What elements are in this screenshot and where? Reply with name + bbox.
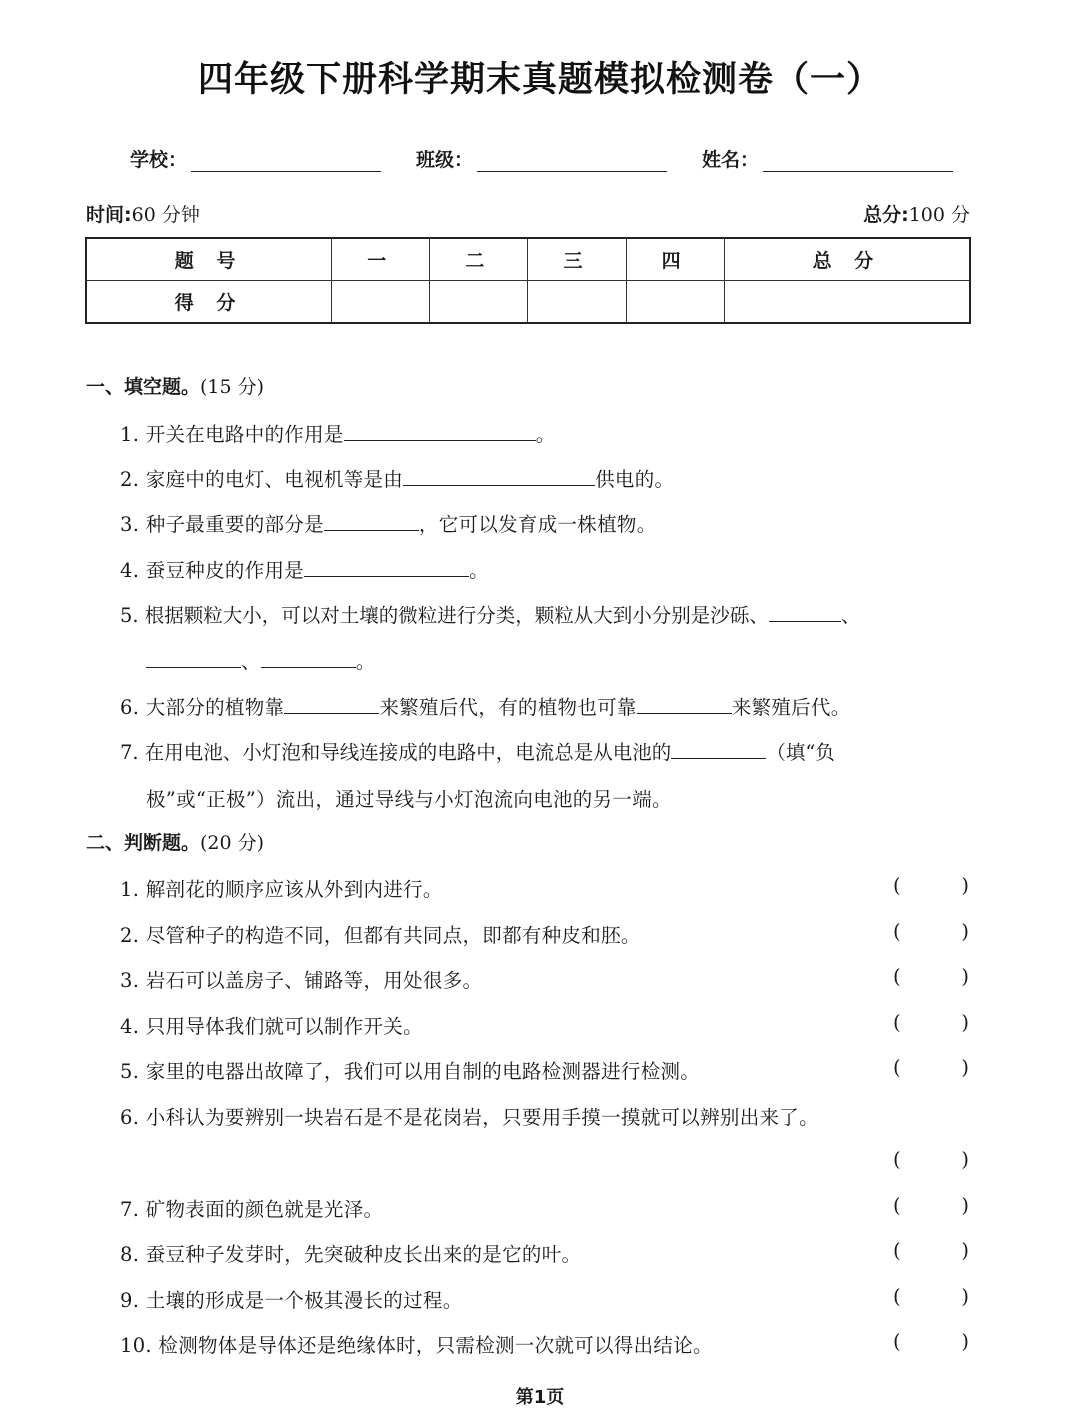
paren-open: (: [893, 1148, 901, 1171]
answer-parentheses[interactable]: [893, 1239, 969, 1262]
student-info-row: [130, 145, 960, 175]
answer-parentheses[interactable]: [893, 1148, 969, 1171]
paren-close: ): [961, 1330, 969, 1353]
answer-parentheses[interactable]: [893, 874, 969, 897]
judge-question-9: 9. 土壤的形成是一个极其漫长的过程。: [120, 1289, 463, 1312]
header-cell: 一: [332, 238, 430, 281]
total-label: 总分:: [863, 204, 909, 226]
class-field: [416, 145, 667, 172]
paren-close: ): [961, 1056, 969, 1079]
fill-question-7: [120, 737, 835, 765]
question-text: 3. 种子最重要的部分是: [120, 513, 324, 536]
paren-close: ): [961, 920, 969, 943]
paren-open: (: [893, 965, 901, 988]
paren-close: ): [961, 965, 969, 988]
fill-question-7-cont: [146, 784, 672, 812]
name-field: [702, 145, 953, 172]
score-cell[interactable]: [724, 281, 970, 324]
fill-question-4: [120, 555, 489, 583]
score-cell[interactable]: [332, 281, 430, 324]
exam-total-score: [863, 200, 970, 227]
paren-open: (: [893, 1011, 901, 1034]
judge-question-1: 1. 解剖花的顺序应该从外到内进行。: [120, 878, 443, 901]
paren-open: (: [893, 1285, 901, 1308]
section2-title: 二、判断题。: [86, 832, 201, 854]
question-text: 2. 家庭中的电灯、电视机等是由: [120, 468, 404, 491]
score-cell[interactable]: [528, 281, 626, 324]
answer-blank[interactable]: [344, 420, 536, 441]
judge-question-5: 5. 家里的电器出故障了，我们可以用自制的电路检测器进行检测。: [120, 1060, 701, 1083]
question-text: 。: [535, 423, 556, 446]
paren-close: ): [961, 1194, 969, 1217]
time-label: 时间:: [86, 204, 132, 226]
question-text: 1. 开关在电路中的作用是: [120, 423, 344, 446]
total-value: 100 分: [908, 204, 970, 226]
paren-close: ): [961, 874, 969, 897]
paren-close: ): [961, 1239, 969, 1262]
paren-open: (: [893, 1194, 901, 1217]
section2-heading: [86, 828, 264, 855]
paren-open: (: [893, 1330, 901, 1353]
question-text: 来繁殖后代。: [731, 696, 851, 719]
time-value: 60 分钟: [131, 204, 200, 226]
question-text: 极”或“正极”）流出，通过导线与小灯泡流向电池的另一端。: [146, 788, 672, 811]
fill-question-2: [120, 464, 674, 492]
header-cell: 二: [430, 238, 528, 281]
judge-question-7: 7. 矿物表面的颜色就是光泽。: [120, 1198, 384, 1221]
question-text: （填“负: [766, 741, 835, 764]
answer-blank[interactable]: [324, 510, 419, 531]
answer-parentheses[interactable]: [893, 1330, 969, 1353]
score-cell[interactable]: [626, 281, 724, 324]
header-cell: 四: [626, 238, 724, 281]
class-label: 班级：: [416, 149, 474, 171]
question-text: 5. 根据颗粒大小，可以对土壤的微粒进行分类，颗粒从大到小分别是沙砾、: [120, 604, 769, 627]
question-text: 。: [469, 559, 489, 582]
score-cell[interactable]: [430, 281, 528, 324]
answer-blank[interactable]: [671, 738, 766, 759]
name-label: 姓名：: [702, 149, 760, 171]
name-input-line[interactable]: [763, 151, 953, 172]
answer-blank[interactable]: [769, 601, 841, 622]
judge-question-6: 6. 小科认为要辨别一块岩石是不是花岗岩，只要用手摸一摸就可以辨别出来了。: [120, 1106, 819, 1129]
question-text: 6. 大部分的植物靠: [120, 696, 285, 719]
header-cell: 三: [528, 238, 626, 281]
section2-points: (20 分): [200, 832, 265, 854]
section1-heading: [86, 372, 264, 399]
answer-parentheses[interactable]: [893, 1285, 969, 1308]
exam-time: [86, 200, 200, 227]
answer-parentheses[interactable]: [893, 1056, 969, 1079]
paren-open: (: [893, 1239, 901, 1262]
judge-question-2: 2. 尽管种子的构造不同，但都有共同点，即都有种皮和胚。: [120, 924, 641, 947]
answer-parentheses[interactable]: [893, 1011, 969, 1034]
answer-parentheses[interactable]: [893, 920, 969, 943]
answer-blank[interactable]: [284, 693, 379, 714]
class-input-line[interactable]: [477, 151, 667, 172]
question-text: ，它可以发育成一株植物。: [418, 513, 657, 536]
answer-parentheses[interactable]: [893, 1194, 969, 1217]
paren-close: ): [961, 1285, 969, 1308]
question-text: 供电的。: [595, 468, 675, 491]
school-input-line[interactable]: [191, 151, 381, 172]
paren-open: (: [893, 1056, 901, 1079]
question-text: 、: [241, 650, 261, 673]
paren-close: ): [961, 1148, 969, 1171]
fill-question-5-cont: [146, 646, 376, 674]
school-label: 学校：: [130, 149, 188, 171]
answer-parentheses[interactable]: [893, 965, 969, 988]
fill-question-3: [120, 509, 657, 537]
answer-blank[interactable]: [146, 647, 241, 668]
section1-points: (15 分): [200, 376, 265, 398]
fill-question-5: [120, 600, 860, 628]
question-text: 、: [840, 604, 861, 627]
judge-question-10: 10. 检测物体是导体还是绝缘体时，只需检测一次就可以得出结论。: [120, 1334, 713, 1357]
fill-question-6: [120, 692, 851, 720]
school-field: [130, 145, 381, 172]
header-cell: 题 号: [86, 238, 332, 281]
question-text: 7. 在用电池、小灯泡和导线连接成的电路中，电流总是从电池的: [120, 741, 672, 764]
score-table: [85, 237, 971, 324]
score-table-header-row: [86, 238, 970, 281]
page-number: 第1页: [515, 1387, 565, 1408]
section1-title: 一、填空题。: [86, 376, 201, 398]
judge-question-4: 4. 只用导体我们就可以制作开关。: [120, 1015, 423, 1038]
answer-blank[interactable]: [637, 693, 732, 714]
paren-close: ): [961, 1011, 969, 1034]
header-cell: 总 分: [724, 238, 970, 281]
fill-question-1: [120, 419, 556, 447]
question-text: 来繁殖后代，有的植物也可靠: [379, 696, 637, 719]
row-label-cell: 得 分: [86, 281, 332, 324]
question-text: 4. 蚕豆种皮的作用是: [120, 559, 305, 582]
paren-open: (: [893, 920, 901, 943]
answer-blank[interactable]: [403, 465, 595, 486]
score-table-score-row: [86, 281, 970, 324]
question-text: 。: [355, 650, 376, 673]
page-title: 四年级下册科学期末真题模拟检测卷（一）: [197, 60, 882, 100]
answer-blank[interactable]: [304, 556, 469, 577]
answer-blank[interactable]: [261, 647, 356, 668]
judge-question-8: 8. 蚕豆种子发芽时，先突破种皮长出来的是它的叶。: [120, 1243, 582, 1266]
judge-question-3: 3. 岩石可以盖房子、铺路等，用处很多。: [120, 969, 483, 992]
paren-open: (: [893, 874, 901, 897]
